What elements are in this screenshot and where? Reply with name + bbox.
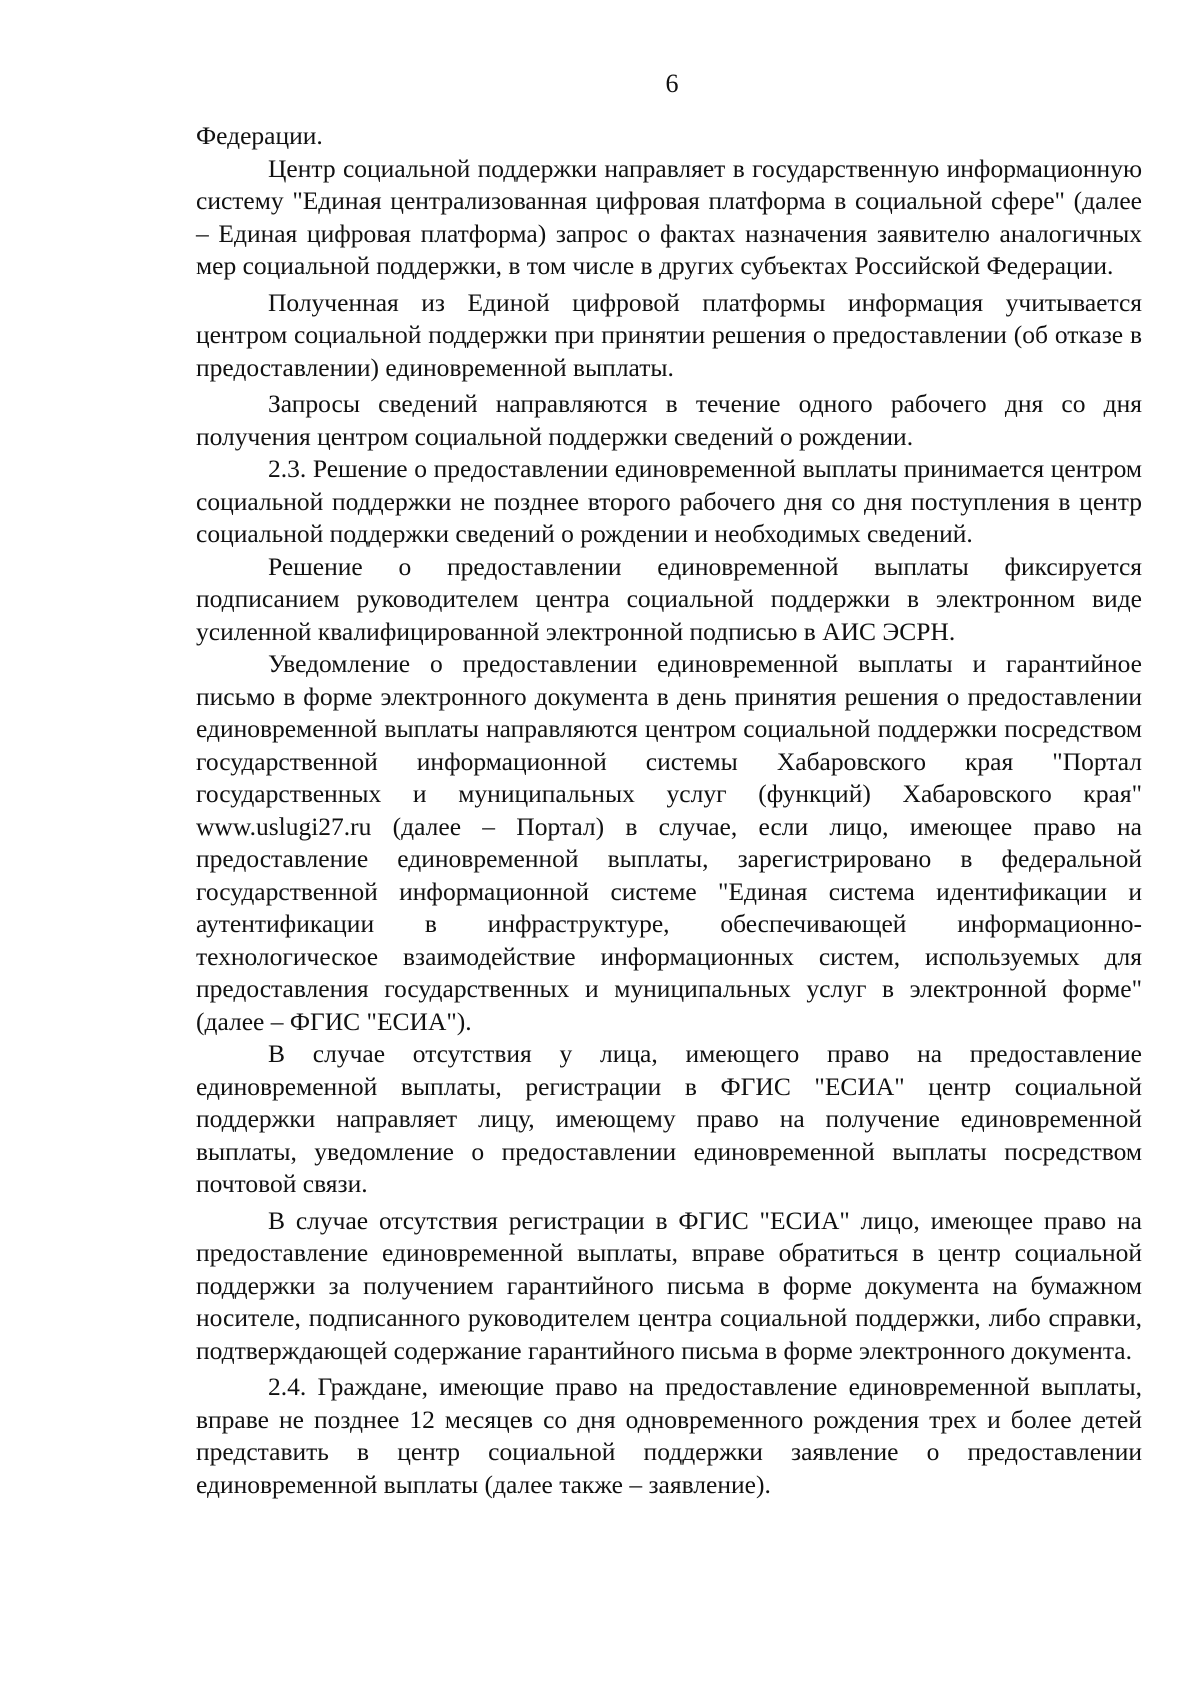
paragraph: Решение о предоставлении единовременной выплаты фиксируется подписанием руководителем центра социальной поддержки в электронном виде усиленной квалифицированной электронной подписью в АИС ЭСРН. — [196, 551, 1142, 646]
paragraph: 2.4. Граждане, имеющие право на предоставление единовременной выплаты, вправе не позднее 12 месяцев со дня одновременного рождения трех и более детей представить в центр социальной поддержки заявление о предоставлении единовременной выплаты (далее также – заявление). — [196, 1372, 1142, 1499]
paragraph-continuation: Федерации. — [196, 121, 323, 150]
page-number: 6 — [665, 69, 679, 98]
paragraph: Запросы сведений направляются в течение одного рабочего дня со дня получения центром социальной поддержки сведений о рождении. — [196, 389, 1142, 451]
paragraph: Уведомление о предоставлении единовременной выплаты и гарантийное письмо в форме электронного документа в день принятия решения о предоставлении единовременной выплаты направляются центром социальной поддержки посредством государственной информационной системы Хабаровского края "Портал государственных и муниципальных услуг (функций) Хабаровского края" www.uslugi27.ru (далее – Портал) в случае, если лицо, имеющее право на предоставление единовременной выплаты, зарегистрировано в федеральной государственной информационной системе "Единая система идентификации и аутентификации в инфраструктуре, обеспечивающей информационно-технологическое взаимодействие информационных систем, используемых для предоставления государственных и муниципальных услуг в электронной форме" (далее – ФГИС "ЕСИА"). — [196, 649, 1142, 1036]
paragraph: В случае отсутствия у лица, имеющего право на предоставление единовременной выплаты, регистрации в ФГИС "ЕСИА" центр социальной поддержки направляет лицу, имеющему право на получение единовременной выплаты, уведомление о предоставлении единовременной выплаты посредством почтовой связи. — [196, 1039, 1142, 1198]
paragraph: 2.3. Решение о предоставлении единовременной выплаты принимается центром социальной поддержки не позднее второго рабочего дня со дня поступления в центр социальной поддержки сведений о рождении и необходимых сведений. — [196, 454, 1142, 548]
paragraph: Центр социальной поддержки направляет в государственную информационную систему "Единая централизованная цифровая платформа в социальной сфере" (далее – Единая цифровая платформа) запрос о фактах назначения заявителю аналогичных мер социальной поддержки, в том числе в других субъектах Российской Федерации. — [196, 153, 1142, 280]
document-body — [196, 120, 1142, 1501]
paragraph: В случае отсутствия регистрации в ФГИС "ЕСИА" лицо, имеющее право на предоставление единовременной выплаты, вправе обратиться в центр социальной поддержки за получением гарантийного письма в форме документа на бумажном носителе, подписанного руководителем центра социальной поддержки, либо справки, подтверждающей содержание гарантийного письма в форме электронного документа. — [196, 1205, 1142, 1365]
paragraph: Полученная из Единой цифровой платформы информация учитывается центром социальной поддержки при принятии решения о предоставлении (об отказе в предоставлении) единовременной выплаты. — [196, 287, 1142, 382]
